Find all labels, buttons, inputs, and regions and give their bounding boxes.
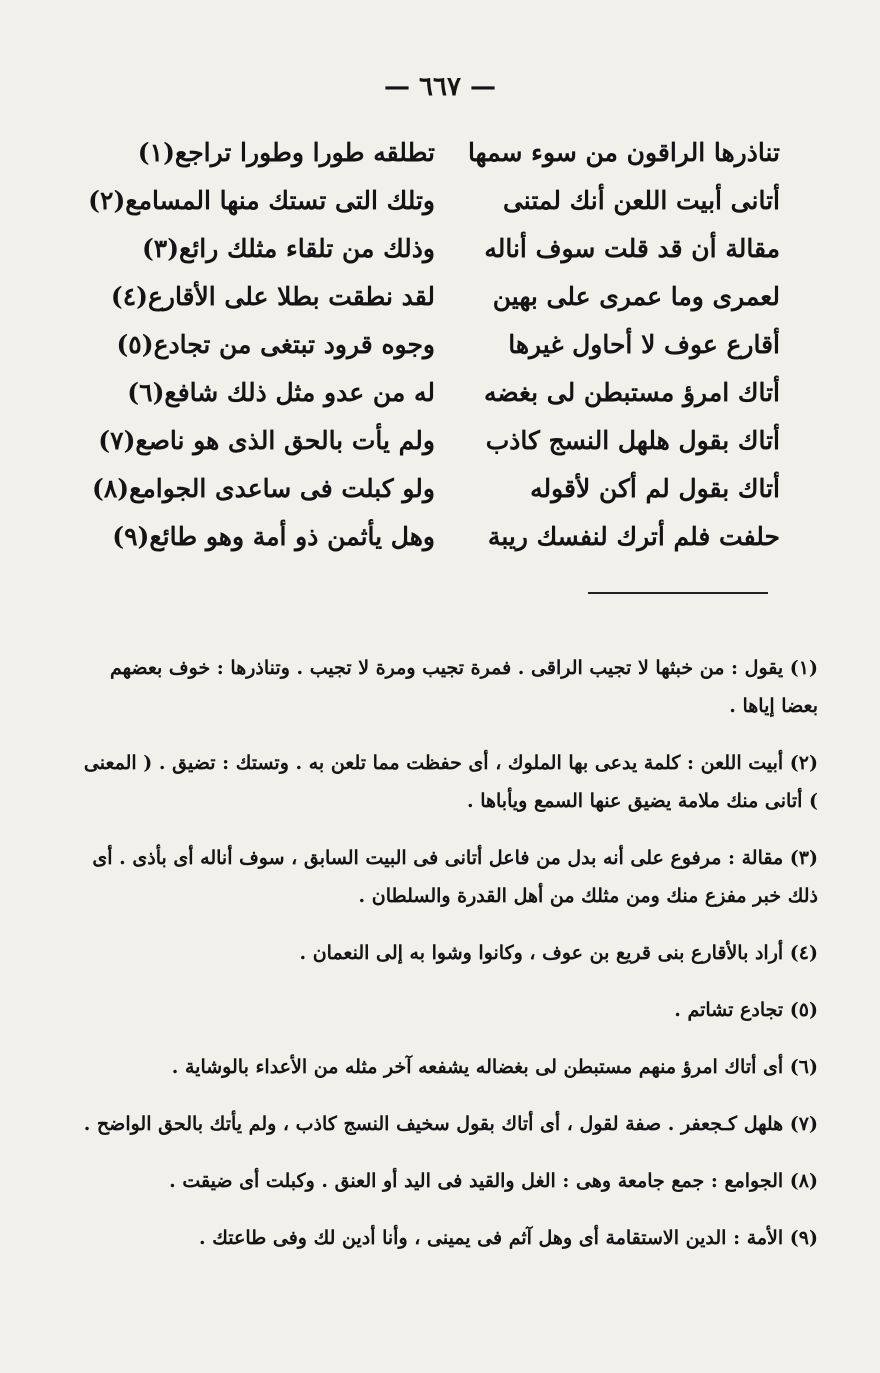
footnote: (٦) أى أتاك امرؤ منهم مستبطن لى بغضاله يشفعه آخر مثله من الأعداء بالوشاية . — [171, 1056, 818, 1078]
first-hemistich: تناذرها الراقون من سوء سمها — [467, 137, 780, 167]
first-hemistich: أتاك امرؤ مستبطن لى بغضه — [483, 377, 780, 407]
second-hemistich: وجوه قرود تبتغى من تجادع(٥) — [116, 329, 435, 359]
verse-line — [91, 464, 790, 512]
second-hemistich: ولم يأت بالحق الذى هو ناصع(٧) — [98, 425, 435, 455]
second-hemistich: لقد نطقت بطلا على الأقارع(٤) — [110, 281, 435, 311]
poem — [88, 128, 790, 560]
first-hemistich: أتاك بقول هلهل النسج كاذب — [485, 425, 780, 455]
footnote: (١) يقول : من خبثها لا تجيب الراقى . فمرة تجيب ومرة لا تجيب . وتناذرها : خوف بعضهم بعضا إياها . — [109, 657, 818, 717]
first-hemistich: لعمرى وما عمرى على بهين — [492, 281, 780, 311]
verse-line — [100, 224, 790, 272]
verse-line — [100, 512, 790, 560]
first-hemistich: حلفت فلم أترك لنفسك ريبة — [487, 521, 780, 551]
footnote: (٢) أبيت اللعن : كلمة يدعى بها الملوك ، أى حفظت مما تلعن به . وتستك : تضيق . ( المعنى ) أتانى منك ملامة يضيق عنها السمع ويأباها . — [83, 752, 818, 812]
footnotes — [78, 630, 818, 1271]
footnote: (٤) أراد بالأقارع بنى قريع بن عوف ، وكانوا وشوا به إلى النعمان . — [299, 942, 818, 964]
second-hemistich: وتلك التى تستك منها المسامع(٢) — [88, 185, 435, 215]
first-hemistich: أتانى أبيت اللعن أنك لمتنى — [502, 185, 780, 215]
footnote: (٩) الأمة : الدين الاستقامة أى وهل آثم فى يمينى ، وأنا أدين لك وفى طاعتك . — [199, 1227, 818, 1249]
verse-line — [88, 176, 790, 224]
first-hemistich: مقالة أن قد قلت سوف أناله — [484, 233, 780, 263]
verse-line — [100, 272, 790, 320]
verse-line — [100, 416, 790, 464]
second-hemistich: ولو كبلت فى ساعدى الجوامع(٨) — [91, 473, 435, 503]
first-hemistich: أتاك بقول لم أكن لأقوله — [530, 473, 780, 503]
second-hemistich: له من عدو مثل ذلك شافع(٦) — [127, 377, 435, 407]
verse-line — [100, 320, 790, 368]
second-hemistich: تطلقه طورا وطورا تراجع(١) — [137, 137, 435, 167]
footnote: (٨) الجوامع : جمع جامعة وهى : الغل والقيد فى اليد أو العنق . وكبلت أى ضيقت . — [169, 1170, 818, 1192]
footnote: (٣) مقالة : مرفوع على أنه بدل من فاعل أتانى فى البيت السابق ، سوف أناله أى بأذى . أى ذلك خبر مفزع منك ومن مثلك من أهل القدرة والسلطان . — [92, 847, 818, 907]
footnote-divider — [588, 592, 768, 594]
verse-line — [100, 368, 790, 416]
footnote: (٥) تجادع تشاتم . — [674, 999, 818, 1021]
second-hemistich: وذلك من تلقاء مثلك رائع(٣) — [141, 233, 435, 263]
page-number: — ٦٦٧ — — [383, 72, 497, 102]
second-hemistich: وهل يأثمن ذو أمة وهو طائع(٩) — [112, 521, 435, 551]
first-hemistich: أقارع عوف لا أحاول غيرها — [508, 329, 780, 359]
verse-line — [100, 128, 790, 176]
footnote: (٧) هلهل كـجعفر . صفة لقول ، أى أتاك بقول سخيف النسج كاذب ، ولم يأتك بالحق الواضح . — [83, 1113, 818, 1135]
